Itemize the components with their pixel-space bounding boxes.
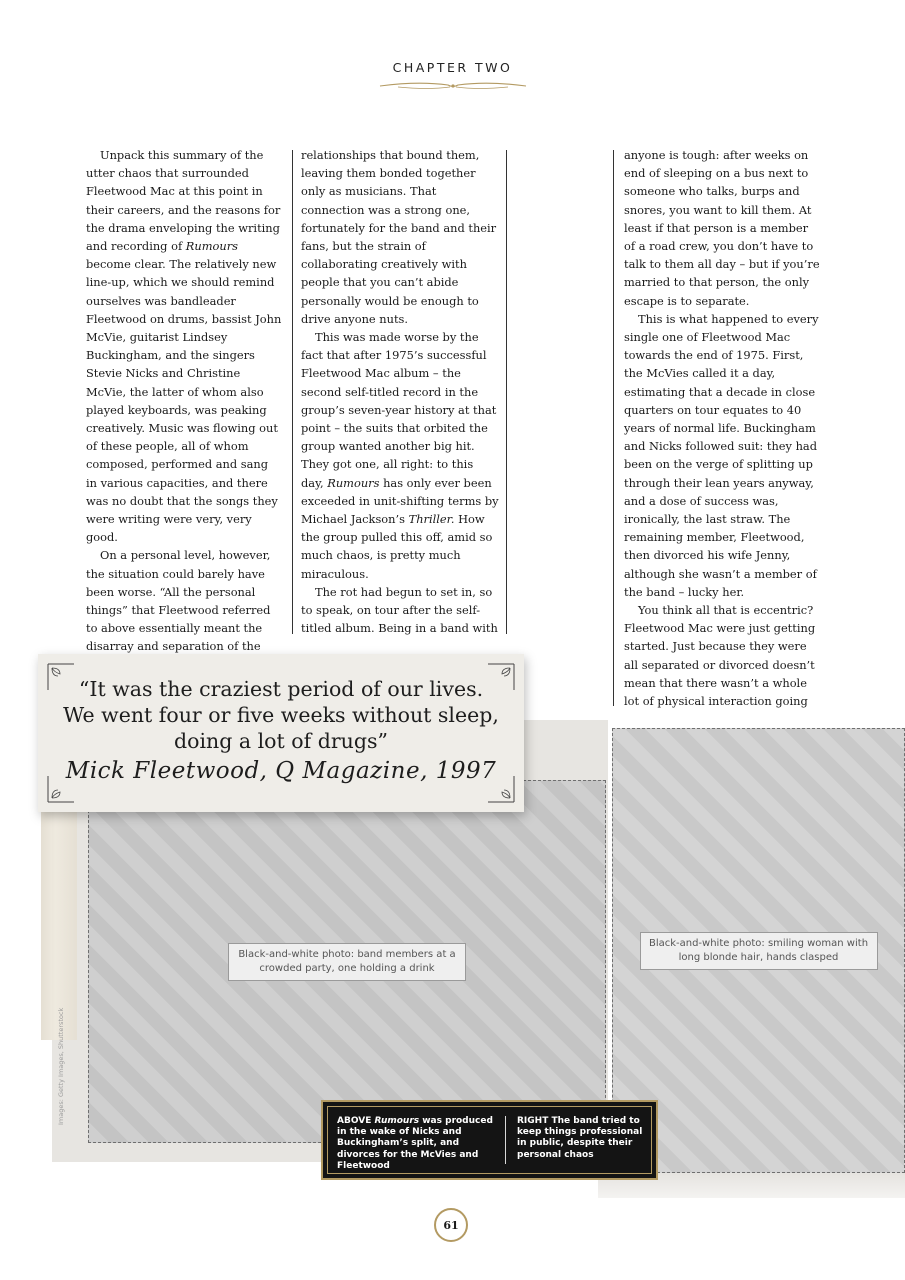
article-column-2: [301, 146, 499, 637]
page-number: 61: [434, 1208, 468, 1242]
article-paragraph: Unpack this summary of the utter chaos that surrounded Fleetwood Mac at this point in their careers, and the reasons for the drama enveloping the writing and recording of Rumours become clear. The relatively new line-up, which we should remind ourselves was bandleader Fleetwood on drums, bassist John McVie, guitarist Lindsey Buckingham, and the singers Stevie Nicks and Christine McVie, the latter of whom also played keyboards, was peaking creatively. Music was flowing out of these people, all of whom composed, performed and sang in various capacities, and there was no doubt that the songs they were writing were very, very good.: [86, 148, 282, 545]
article-paragraph: On a personal level, however, the situation could barely have been worse. “All the personal things” that Fleetwood referred to above essentially meant the disarray and separation of the: [86, 548, 271, 654]
caption-above: [337, 1116, 497, 1172]
caption-right-text: The band tried to keep things professional in public, despite their personal chaos: [517, 1116, 643, 1160]
article-paragraph: You think all that is eccentric? Fleetwood Mac were just getting started. Just because they were all separated or divorced doesn’t mean that there wasn’t a whole lot of physical interaction going: [624, 603, 816, 709]
caption-above-tag: ABOVE: [337, 1116, 372, 1126]
pull-quote-line: We went four or five weeks without sleep,: [63, 703, 499, 727]
pull-quote-box: [38, 654, 524, 812]
band-party-photo: [88, 780, 606, 1143]
column-divider-1: [292, 150, 293, 634]
column-divider-2: [506, 150, 507, 634]
column-divider-3: [613, 150, 614, 706]
photo-caption-box: [321, 1100, 658, 1180]
article-column-3: [624, 146, 820, 710]
article-paragraph: This was made worse by the fact that after 1975’s successful Fleetwood Mac album – the second self-titled record in the group’s seven-year history at that point – the suits that orbited the group wanted another big hit. They got one, all right: to this day, Rumours has only ever been exceeded in unit-shifting terms by Michael Jackson’s Thriller. How the group pulled this off, amid so much chaos, is pretty much miraculous.: [301, 330, 499, 581]
article-column-1: [86, 146, 282, 656]
chapter-title: CHAPTER TWO: [392, 60, 513, 75]
article-paragraph: The rot had begun to set in, so to speak, on tour after the self-titled album. Being in a band with: [301, 584, 498, 636]
chapter-header: [0, 60, 905, 91]
pull-quote-line: doing a lot of drugs”: [174, 729, 388, 753]
article-paragraph: This is what happened to every single one of Fleetwood Mac towards the end of 1975. First, the McVies called it a day, estimating that a decade in close quarters on tour equates to 40 years of normal life. Buckingham and Nicks followed suit: they had been on the verge of splitting up through their lean years anyway, and a dose of success was, ironically, the last straw. The remaining member, Fleetwood, then divorced his wife Jenny, although she wasn’t a member of the band – lucky her.: [624, 311, 819, 599]
caption-right: [517, 1116, 645, 1161]
pull-quote-line: “It was the craziest period of our lives.: [78, 677, 484, 701]
band-party-photo-label: Black-and-white photo: band members at a crowded party, one holding a drink: [228, 943, 466, 981]
pull-quote-attribution: Mick Fleetwood, Q Magazine, 1997: [65, 758, 497, 784]
caption-above-text: was produced in the wake of Nicks and Buckingham’s split, and divorces for the McVies and Fleetwood: [337, 1116, 493, 1171]
smiling-woman-photo-label: Black-and-white photo: smiling woman with long blonde hair, hands clasped: [640, 932, 878, 970]
article-paragraph: anyone is tough: after weeks on end of sleeping on a bus next to someone who talks, burps and snores, you want to kill them. At least if that person is a member of a road crew, you don’t have to talk to them all day – but if you’re married to that person, the only escape is to separate.: [624, 148, 820, 308]
caption-right-tag: RIGHT: [517, 1116, 549, 1126]
image-credit: Images: Getty Images, Shutterstock: [57, 1007, 65, 1125]
header-flourish-ornament: [378, 79, 528, 91]
caption-divider: [505, 1116, 506, 1164]
pull-quote-text: [38, 676, 524, 754]
caption-above-title: Rumours: [374, 1116, 420, 1126]
article-paragraph: relationships that bound them, leaving them bonded together only as musicians. That connection was a strong one, fortunately for the band and their fans, but the strain of collaborating creatively with people that you can’t abide personally would be enough to drive anyone nuts.: [301, 148, 497, 326]
